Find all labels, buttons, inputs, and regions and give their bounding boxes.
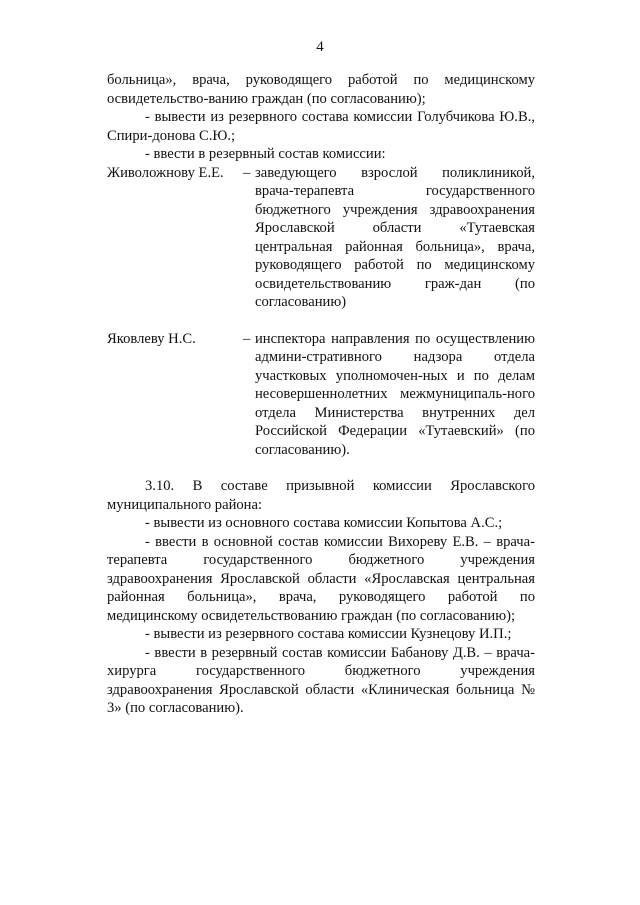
member-dash: – — [243, 330, 251, 347]
section-heading-paragraph: 3.10. В составе призывной комиссии Ярославского муниципального района: — [107, 478, 535, 513]
member-name: Живоложнову Е.Е. — [107, 164, 224, 181]
member-description: инспектора направления по осуществлению админи-стративного надзора отдела участковых уполномочен-ных и по делам несовершеннолетних межмуниципаль-ного отдела Министерства внутренних дел Российской Федерации «Тутаевский» (по согласованию). — [255, 330, 535, 458]
document-body — [107, 71, 535, 718]
page-number: 4 — [316, 39, 324, 55]
spacer — [107, 312, 535, 330]
spacer — [107, 459, 535, 477]
paragraph: - ввести в резервный состав комиссии Бабанову Д.В. – врача-хирурга государственного бюджетного учреждения здравоохранения Ярославской области «Клиническая больница № 3» (по согласованию). — [107, 644, 535, 716]
paragraph: больница», врача, руководящего работой по медицинскому освидетельство-ванию граждан (по согласованию); — [107, 72, 535, 107]
member-entry — [107, 164, 535, 312]
member-name: Яковлеву Н.С. — [107, 330, 196, 347]
paragraph: - вывести из резервного состава комиссии Голубчикова Ю.В., Спири-донова С.Ю.; — [107, 109, 535, 144]
member-description: заведующего взрослой поликлиникой, врача-терапевта государственного бюджетного учреждения здравоохранения Ярославской области «Тутаевская центральная районная больница», врача, руководящего работой по медицинскому освидетельствованию граж-дан (по согласованию) — [255, 164, 535, 310]
paragraph: - вывести из основного состава комиссии Копытова А.С.; — [145, 515, 503, 531]
paragraph: - ввести в основной состав комиссии Вихореву Е.В. – врача-терапевта государственного бюджетного учреждения здравоохранения Ярославской области «Ярославская центральная районная больница», врача, руководящего работой по медицинскому освидетельствованию граждан (по согласованию); — [107, 533, 535, 624]
member-entry — [107, 330, 535, 460]
paragraph: - ввести в резервный состав комиссии: — [145, 146, 386, 162]
member-dash: – — [243, 164, 251, 181]
paragraph: - вывести из резервного состава комиссии Кузнецову И.П.; — [145, 626, 512, 642]
